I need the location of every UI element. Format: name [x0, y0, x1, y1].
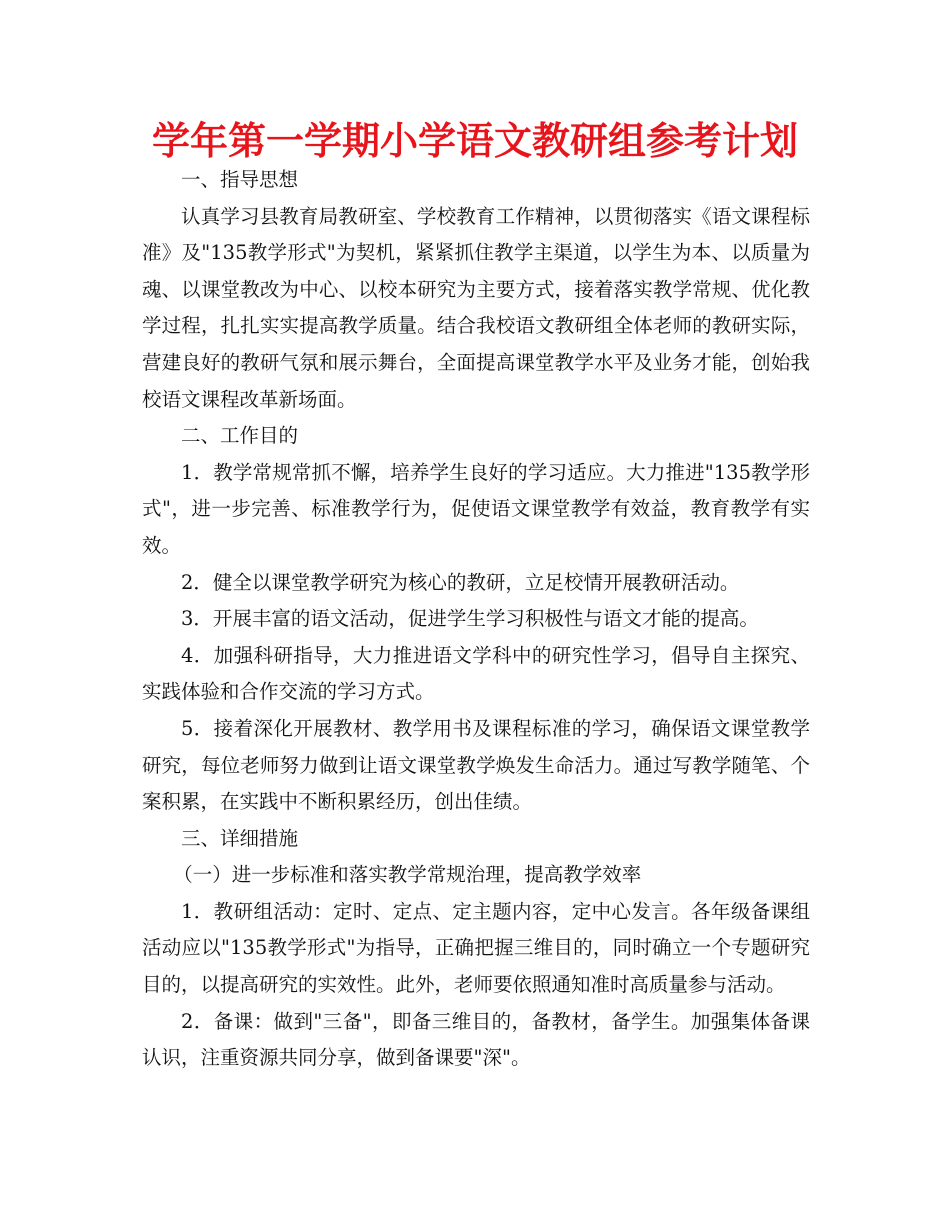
goal-item-4: 4．加强科研指导，大力推进语文学科中的研究性学习，倡导自主探究、实践体验和合作交流的学习方式。: [142, 643, 810, 704]
goal-item-3: 3．开展丰富的语文活动，促进学生学习积极性与语文才能的提高。: [181, 607, 759, 631]
document-title: 学年第一学期小学语文教研组参考计划: [151, 119, 798, 163]
document-body: [142, 162, 810, 1077]
subsection-heading-teaching-routine: （一）进一步标准和落实教学常规治理，提高教学效率: [173, 863, 642, 887]
measure-item-2: 2．备课：做到"三备"，即备三维目的，备教材，备学生。加强集体备课认识，注重资源共同分享，做到备课要"深"。: [142, 1009, 810, 1070]
goal-item-1: 1．教学常规常抓不懈，培养学生良好的学习适应。大力推进"135教学形式"，进一步完善、标准教学行为，促使语文课堂教学有效益，教育教学有实效。: [142, 460, 810, 557]
measure-item-1: 1．教研组活动：定时、定点、定主题内容，定中心发言。各年级备课组活动应以"135教学形式"为指导，正确把握三维目的，同时确立一个专题研究目的，以提高研究的实效性。此外，老师要依照通知准时高质量参与活动。: [142, 899, 810, 997]
goal-item-2: 2．健全以课堂教学研究为核心的教研，立足校情开展教研活动。: [181, 570, 740, 594]
goal-item-5: 5．接着深化开展教材、教学用书及课程标准的学习，确保语文课堂教学研究，每位老师努力做到让语文课堂教学焕发生命活力。通过写教学随笔、个案积累，在实践中不断积累经历，创出佳绩。: [142, 716, 810, 814]
section-heading-work-goals: 二、工作目的: [181, 424, 299, 448]
section-heading-guiding-ideology: 一、指导思想: [181, 168, 299, 191]
paragraph-guiding-ideology: 认真学习县教育局教研室、学校教育工作精神，以贯彻落实《语文课程标准》及"135教学形式"为契机，紧紧抓住教学主渠道，以学生为本、以质量为魂、以课堂教改为中心、以校本研究为主要方式，接着落实教学常规、优化教学过程，扎扎实实提高教学质量。结合我校语文教研组全体老师的教研实际，营建良好的教研气氛和展示舞台，全面提高课堂教学水平及业务才能，创始我校语文课程改革新场面。: [142, 204, 810, 411]
section-heading-measures: 三、详细措施: [181, 826, 299, 850]
